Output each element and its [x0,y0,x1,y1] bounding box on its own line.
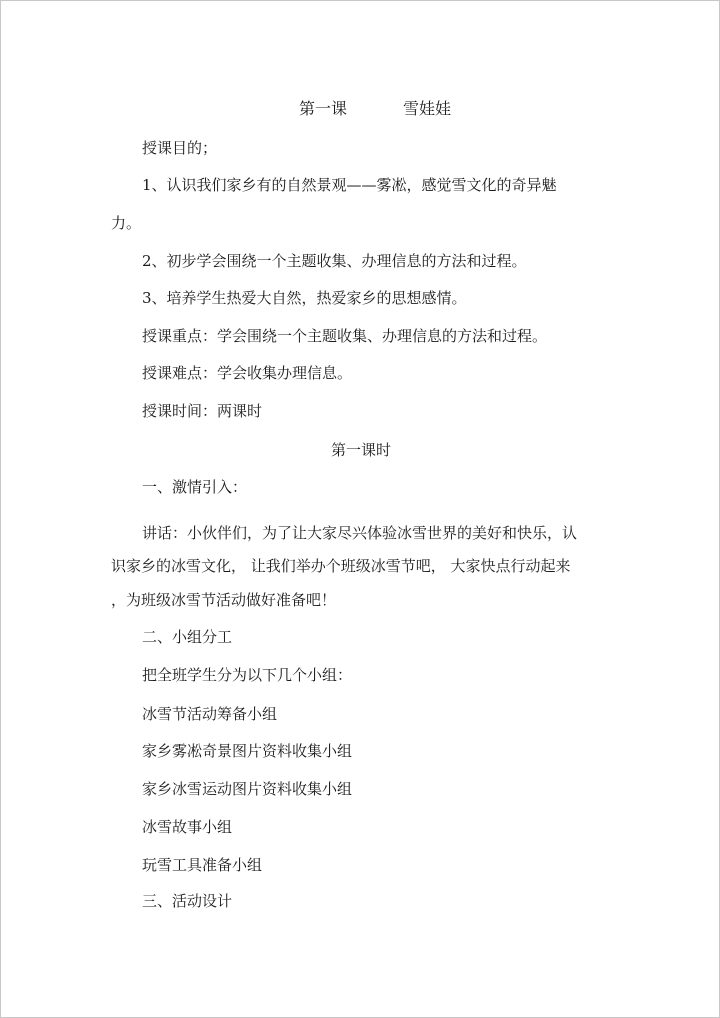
lesson-title-name: 雪娃娃 [403,99,452,118]
key-point: 授课重点：学会围绕一个主题收集、办理信息的方法和过程。 [142,327,548,345]
part-1-heading: 一、激情引入： [142,478,248,496]
section-heading: 第一课时 [330,441,391,459]
group-item: 冰雪故事小组 [142,818,233,836]
group-item: 玩雪工具准备小组 [142,856,263,874]
duration: 授课时间：两课时 [142,402,263,420]
group-item: 家乡冰雪运动图片资料收集小组 [142,780,353,798]
difficulty: 授课难点：学会收集办理信息。 [142,364,353,382]
objective-3: 3、培养学生热爱大自然，热爱家乡的思想感情。 [142,289,467,307]
part-3-heading: 三、活动设计 [142,892,233,910]
objective-1-line-1: 1、认识我们家乡有的自然景观——雾凇，感觉雪文化的奇异魅 [142,176,557,194]
objectives-heading: 授课目的； [142,139,218,157]
speech-line-3: ，为班级冰雪节活动做好准备吧！ [111,591,337,609]
objective-2: 2、初步学会围绕一个主题收集、办理信息的方法和过程。 [142,252,527,270]
speech-line-1: 讲话：小伙伴们，为了让大家尽兴体验冰雪世界的美好和快乐，认 [142,524,578,542]
grouping-intro: 把全班学生分为以下几个小组： [142,666,353,684]
part-2-heading: 二、小组分工 [142,628,233,646]
speech-line-2: 识家乡的冰雪文化， 让我们举办个班级冰雪节吧， 大家快点行动起来 [111,557,571,575]
group-item: 冰雪节活动筹备小组 [142,705,278,723]
objective-1-line-2: 力。 [111,214,142,232]
group-item: 家乡雾凇奇景图片资料收集小组 [142,742,353,760]
lesson-title-number: 第一课 [299,99,348,118]
